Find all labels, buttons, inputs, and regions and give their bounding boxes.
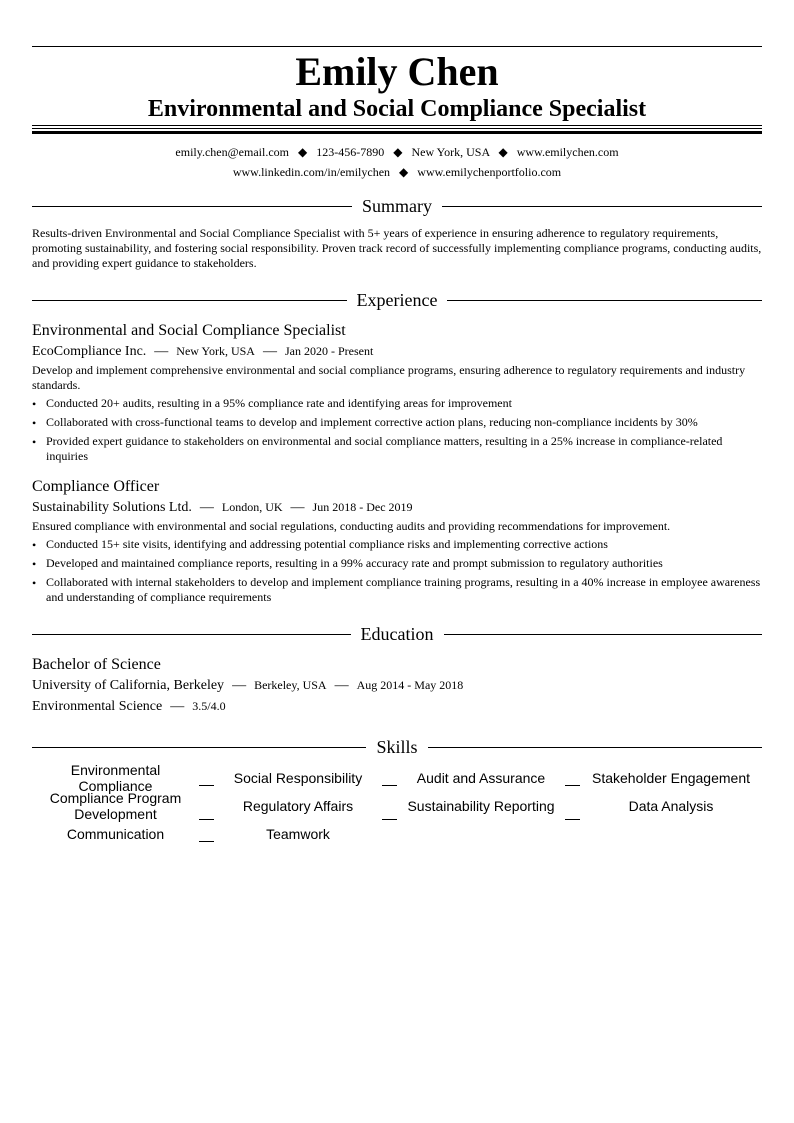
education-meta: [32, 675, 762, 696]
education-entry: [32, 654, 762, 717]
header-bottom-rules: [32, 125, 762, 134]
skill-divider: [565, 789, 580, 823]
skill-divider: [382, 767, 397, 789]
meta-dash: —: [199, 500, 214, 515]
job-dates: Jun 2018 - Dec 2019: [312, 500, 413, 514]
header-top-rule: [32, 46, 762, 47]
contact-website[interactable]: www.emilychen.com: [516, 145, 619, 159]
diamond-separator-icon: ◆: [297, 145, 308, 159]
skills-grid: [32, 762, 762, 845]
job-description: Ensured compliance with environmental and social regulations, conducting audits and providing recommendations for improvement.: [32, 519, 671, 533]
section-heading-experience: [32, 288, 762, 312]
skill-divider: [199, 823, 214, 845]
job-meta: [32, 341, 762, 362]
summary-heading: Summary: [362, 196, 432, 216]
education-field-line: [32, 696, 762, 717]
meta-dash: —: [290, 500, 305, 515]
meta-dash: —: [334, 678, 349, 693]
contact-linkedin[interactable]: www.linkedin.com/in/emilychen: [232, 165, 391, 179]
contact-location: New York, USA: [411, 145, 490, 159]
summary-text: Results-driven Environmental and Social Compliance Specialist with 5+ years of experience in ensuring adherence to regulatory requirements, promoting sustainability, and fostering social responsibility. Proven track record of successfully implementing compliance programs, conducting audits, and providing expert guidance to stakeholders.: [32, 226, 762, 270]
skill-item: Compliance Program Development: [49, 790, 182, 822]
job-entry: [32, 476, 762, 605]
job-location: New York, USA: [176, 344, 255, 358]
contact-phone: 123-456-7890: [316, 145, 385, 159]
meta-dash: —: [262, 344, 277, 359]
job-title: Environmental and Social Compliance Specialist: [32, 322, 346, 339]
list-item: • Conducted 20+ audits, resulting in a 95% compliance rate and identifying areas for improvement: [32, 396, 762, 411]
school-name: University of California, Berkeley: [32, 678, 225, 693]
candidate-name: Emily Chen: [295, 49, 499, 94]
list-item: • Collaborated with internal stakeholders to develop and implement compliance training programs, resulting in a 40% increase in employee awareness and understanding of compliance requirements: [32, 575, 762, 605]
contact-line-1: [32, 142, 762, 162]
candidate-title: Environmental and Social Compliance Specialist: [147, 96, 647, 122]
resume-page: [32, 46, 762, 845]
list-item: • Collaborated with cross-functional teams to develop and implement corrective action plans, reducing non-compliance incidents by 30%: [32, 415, 762, 430]
job-location: London, UK: [221, 500, 283, 514]
skill-item: Sustainability Reporting: [407, 798, 555, 814]
skill-item: Audit and Assurance: [416, 770, 546, 786]
section-heading-skills: [32, 735, 762, 759]
job-bullets: [32, 396, 762, 464]
experience-heading: Experience: [356, 290, 438, 310]
degree-title: Bachelor of Science: [32, 656, 161, 673]
skill-item: Data Analysis: [628, 798, 714, 814]
list-item: • Provided expert guidance to stakeholders on environmental and social compliance matters, resulting in a 25% increase in compliance-related inquiries: [32, 434, 762, 464]
meta-dash: —: [154, 344, 169, 359]
job-description: Develop and implement comprehensive environmental and social compliance programs, ensuring adherence to regulatory requirements and industry standards.: [32, 363, 746, 392]
job-meta: [32, 497, 762, 518]
job-title: Compliance Officer: [32, 478, 160, 495]
job-dates: Jan 2020 - Present: [284, 344, 374, 358]
skill-item: Communication: [66, 826, 165, 842]
diamond-separator-icon: ◆: [498, 145, 508, 159]
skill-item: Environmental Compliance: [70, 762, 161, 794]
diamond-separator-icon: ◆: [393, 145, 403, 159]
school-location: Berkeley, USA: [254, 678, 327, 692]
job-bullets: [32, 537, 762, 605]
skill-divider: [565, 767, 580, 789]
education-dates: Aug 2014 - May 2018: [356, 678, 464, 692]
skill-item: Social Responsibility: [233, 770, 363, 786]
skill-item: Teamwork: [266, 826, 330, 842]
contact-line-2: [32, 162, 762, 182]
skill-divider: [199, 789, 214, 823]
skill-divider: [199, 767, 214, 789]
job-company: Sustainability Solutions Ltd.: [32, 500, 192, 515]
section-heading-education: [32, 622, 762, 646]
meta-dash: —: [232, 678, 247, 693]
skills-heading: Skills: [376, 737, 418, 757]
list-item: • Conducted 15+ site visits, identifying and addressing potential compliance risks and implementing corrective actions: [32, 537, 762, 552]
job-entry: [32, 320, 762, 464]
diamond-separator-icon: ◆: [399, 165, 409, 179]
skill-item: Stakeholder Engagement: [592, 770, 750, 786]
meta-dash: —: [170, 699, 185, 714]
gpa: 3.5/4.0: [192, 699, 226, 713]
list-item: • Developed and maintained compliance reports, resulting in a 99% accuracy rate and prompt submission to regulatory authorities: [32, 556, 762, 571]
contact-block: [32, 142, 762, 182]
contact-email[interactable]: emily.chen@email.com: [175, 145, 289, 159]
skill-item: Regulatory Affairs: [242, 798, 354, 814]
section-heading-summary: [32, 194, 762, 218]
field-of-study: Environmental Science: [32, 699, 163, 714]
education-heading: Education: [360, 624, 434, 644]
contact-portfolio[interactable]: www.emilychenportfolio.com: [417, 165, 562, 179]
job-company: EcoCompliance Inc.: [32, 344, 147, 359]
skill-divider: [382, 789, 397, 823]
